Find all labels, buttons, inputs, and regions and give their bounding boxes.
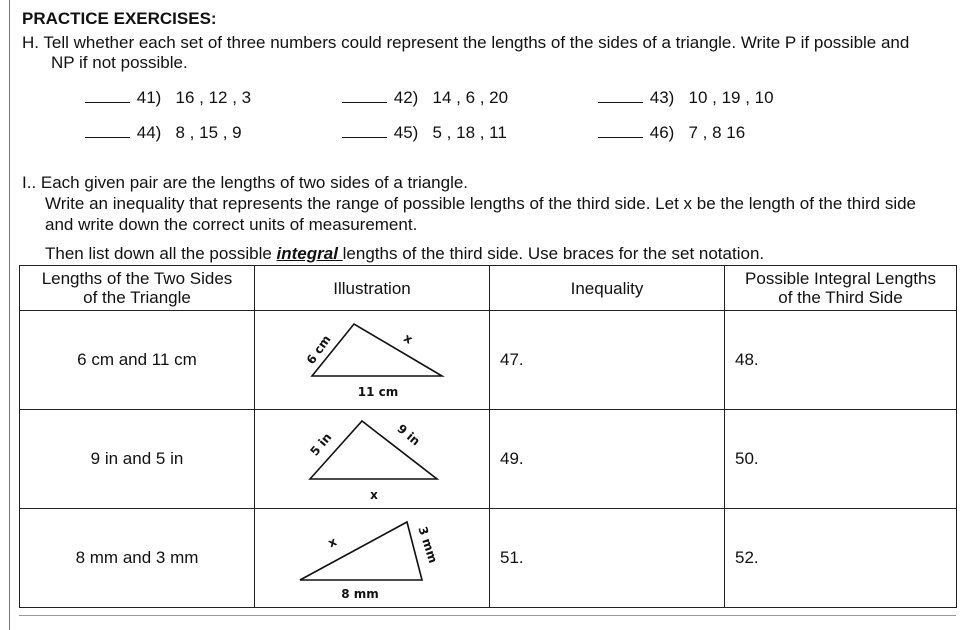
instruction-text: Then list down all the possible (45, 244, 277, 263)
exercise-values: 7 , 8 16 (688, 123, 746, 142)
section-i-instruction-4 (45, 244, 764, 264)
table-row (20, 311, 957, 410)
exercise-values: 8 , 15 , 9 (175, 123, 242, 142)
sides-cell: 9 in and 5 in (20, 410, 255, 509)
triangle-shape (300, 522, 422, 580)
exercise-item (342, 87, 508, 108)
header-line: of the Third Side (778, 288, 903, 307)
exercise-values: 16 , 12 , 3 (175, 88, 252, 107)
answer-blank[interactable] (85, 122, 130, 138)
section-i-instruction-3: and write down the correct units of measurement. (45, 215, 418, 234)
page-title: PRACTICE EXERCISES: (22, 9, 217, 28)
header-illustration: Illustration (255, 266, 490, 311)
answer-blank[interactable] (598, 122, 643, 138)
side-label: 6 cm (303, 332, 334, 367)
section-i-instruction-2: Write an inequality that represents the range of possible lengths of the third side. Let x be the length of the third side (45, 194, 917, 213)
integral-lengths-answer-cell[interactable]: 52. (725, 509, 957, 608)
answer-blank[interactable] (342, 122, 387, 138)
side-label: 11 cm (357, 385, 399, 399)
exercise-number: 42) (393, 88, 419, 107)
triangle-shape (310, 421, 437, 479)
inequality-answer-cell[interactable]: 47. (490, 311, 725, 410)
section-h-instruction-1: H. Tell whether each set of three numbers could represent the lengths of the sides of a triangle. Write P if possible and (22, 33, 910, 52)
inequality-answer-cell[interactable]: 49. (490, 410, 725, 509)
illustration-cell (255, 311, 490, 410)
table-row (20, 509, 957, 608)
exercise-item (342, 122, 507, 143)
header-lengths (20, 266, 255, 311)
table-header-row (20, 266, 957, 311)
header-line: Possible Integral Lengths (745, 269, 936, 288)
exercise-number: 44) (136, 123, 162, 142)
side-label: x (370, 488, 378, 502)
exercise-row (0, 122, 970, 144)
exercise-values: 5 , 18 , 11 (432, 123, 507, 142)
exercise-values: 14 , 6 , 20 (432, 88, 509, 107)
exercise-item (85, 122, 242, 143)
exercise-item (85, 87, 251, 108)
section-h-instruction-2: NP if not possible. (51, 53, 188, 72)
triangle-shape (312, 324, 442, 376)
triangle-illustration (272, 512, 472, 604)
exercise-number: 41) (136, 88, 162, 107)
side-label: 9 in (394, 421, 423, 449)
illustration-cell (255, 410, 490, 509)
illustration-cell (255, 509, 490, 608)
answer-blank[interactable] (598, 87, 643, 103)
emphasis-integral: integral (276, 244, 343, 263)
side-label: 8 mm (341, 587, 379, 601)
exercise-item (598, 87, 774, 108)
table-row (20, 410, 957, 509)
instruction-text: lengths of the third side. Use braces for the set notation. (342, 244, 765, 263)
side-label: 5 in (307, 430, 335, 459)
header-integral-lengths (725, 266, 957, 311)
sides-cell: 6 cm and 11 cm (20, 311, 255, 410)
exercise-values: 10 , 19 , 10 (688, 88, 774, 107)
sides-cell: 8 mm and 3 mm (20, 509, 255, 608)
exercise-number: 45) (393, 123, 419, 142)
integral-lengths-answer-cell[interactable]: 48. (725, 311, 957, 410)
inequality-answer-cell[interactable]: 51. (490, 509, 725, 608)
integral-lengths-answer-cell[interactable]: 50. (725, 410, 957, 509)
side-label: x (325, 534, 339, 551)
answer-blank[interactable] (85, 87, 130, 103)
footer-divider (19, 615, 956, 616)
answer-blank[interactable] (342, 87, 387, 103)
answer-table (19, 265, 957, 608)
header-inequality: Inequality (490, 266, 725, 311)
exercise-row (0, 87, 970, 109)
header-line: Lengths of the Two Sides (41, 269, 233, 288)
triangle-illustration (272, 413, 472, 505)
triangle-illustration (272, 314, 472, 406)
exercise-number: 43) (649, 88, 675, 107)
side-label: 3 mm (415, 524, 441, 565)
exercise-item (598, 122, 745, 143)
side-label: x (401, 330, 416, 347)
section-i-instruction-1: I.. Each given pair are the lengths of two sides of a triangle. (22, 173, 469, 192)
exercise-number: 46) (649, 123, 675, 142)
header-line: of the Triangle (83, 288, 191, 307)
